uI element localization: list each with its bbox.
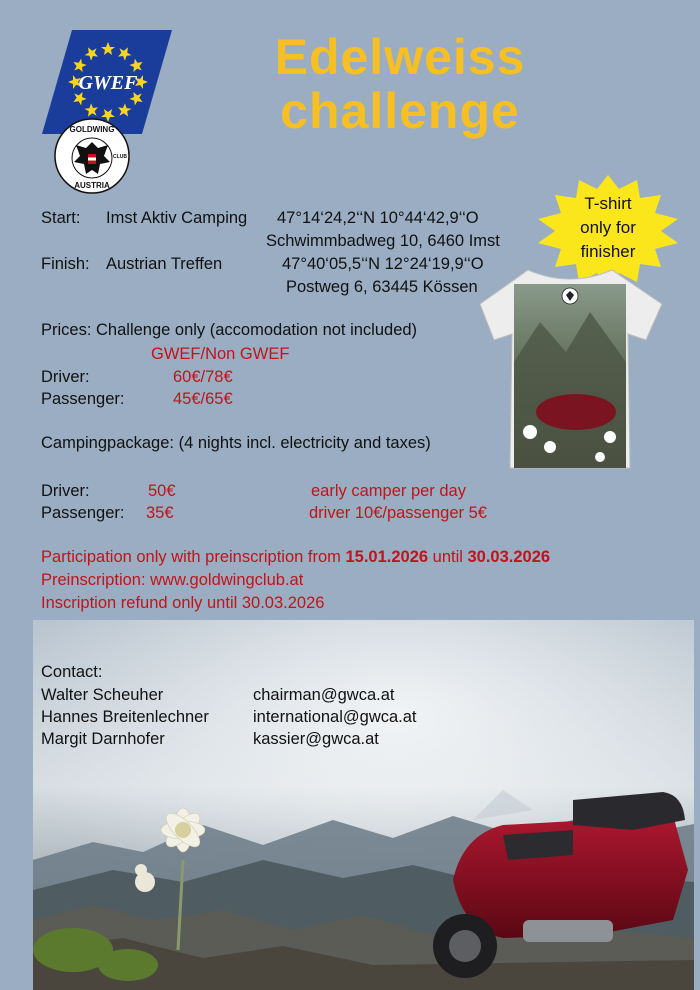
prices-subheading: GWEF/Non GWEF: [151, 345, 290, 363]
club-logo-side-text: CLUB: [113, 154, 127, 160]
prices-driver-label: Driver:: [41, 368, 90, 386]
prices-passenger-label: Passenger:: [41, 390, 125, 408]
start-coordinates: 47°14‘24,2‘‘N 10°44‘42,9‘‘O: [277, 209, 479, 227]
start-label: Start:: [41, 209, 81, 227]
finish-address: Postweg 6, 63445 Kössen: [286, 278, 478, 296]
badge-line-2: only for: [580, 218, 636, 237]
prices-driver-value: 60€/78€: [173, 368, 233, 386]
end-date: 30.03.2026: [467, 548, 551, 566]
prices-passenger-value: 45€/65€: [173, 390, 233, 408]
finisher-tshirt-image: [470, 262, 670, 472]
badge-line-3: finisher: [580, 242, 636, 261]
finish-coordinates: 47°40‘05,5‘‘N 12°24‘19,9‘‘O: [282, 255, 484, 273]
preinscription-link[interactable]: Preinscription: www.goldwingclub.at: [41, 571, 304, 589]
mountain-motorcycle-photo: [33, 620, 694, 990]
camping-passenger-value: 35€: [146, 504, 174, 522]
early-camper-price: driver 10€/passenger 5€: [309, 504, 487, 522]
early-camper-label: early camper per day: [311, 482, 466, 500]
title-line-1: Edelweiss: [274, 29, 526, 85]
contact-email-2[interactable]: international@gwca.at: [253, 708, 417, 726]
club-logo-top-text: GOLDWING: [69, 125, 115, 134]
participation-text: Participation only with preinscription from: [41, 548, 346, 566]
camping-passenger-label: Passenger:: [41, 504, 125, 522]
camping-driver-value: 50€: [148, 482, 176, 500]
start-place: Imst Aktiv Camping: [106, 209, 248, 227]
participation-until: until: [428, 548, 468, 566]
participation-info: [41, 547, 550, 568]
club-logo-bottom-text: AUSTRIA: [74, 181, 110, 190]
camping-driver-label: Driver:: [41, 482, 90, 500]
prices-heading: Prices: Challenge only (accomodation not included): [41, 321, 418, 339]
contact-name-3: Margit Darnhofer: [41, 730, 165, 748]
contact-heading: Contact:: [41, 663, 103, 681]
start-date: 15.01.2026: [345, 548, 429, 566]
camping-heading: Campingpackage: (4 nights incl. electricity and taxes): [41, 434, 431, 452]
title-line-2: challenge: [280, 83, 520, 139]
contact-email-3[interactable]: kassier@gwca.at: [253, 730, 379, 748]
contact-name-2: Hannes Breitenlechner: [41, 708, 209, 726]
finish-place: Austrian Treffen: [106, 255, 223, 273]
flag-text: GWEF: [78, 72, 138, 94]
contact-email-1[interactable]: chairman@gwca.at: [253, 686, 395, 704]
contact-name-1: Walter Scheuher: [41, 686, 164, 704]
goldwing-club-austria-logo: [54, 118, 130, 194]
badge-text: [556, 192, 660, 264]
refund-info: Inscription refund only until 30.03.2026: [41, 594, 325, 612]
page-title: [230, 30, 570, 138]
badge-line-1: T-shirt: [584, 194, 632, 213]
start-address: Schwimmbadweg 10, 6460 Imst: [266, 232, 500, 250]
finish-label: Finish:: [41, 255, 90, 273]
